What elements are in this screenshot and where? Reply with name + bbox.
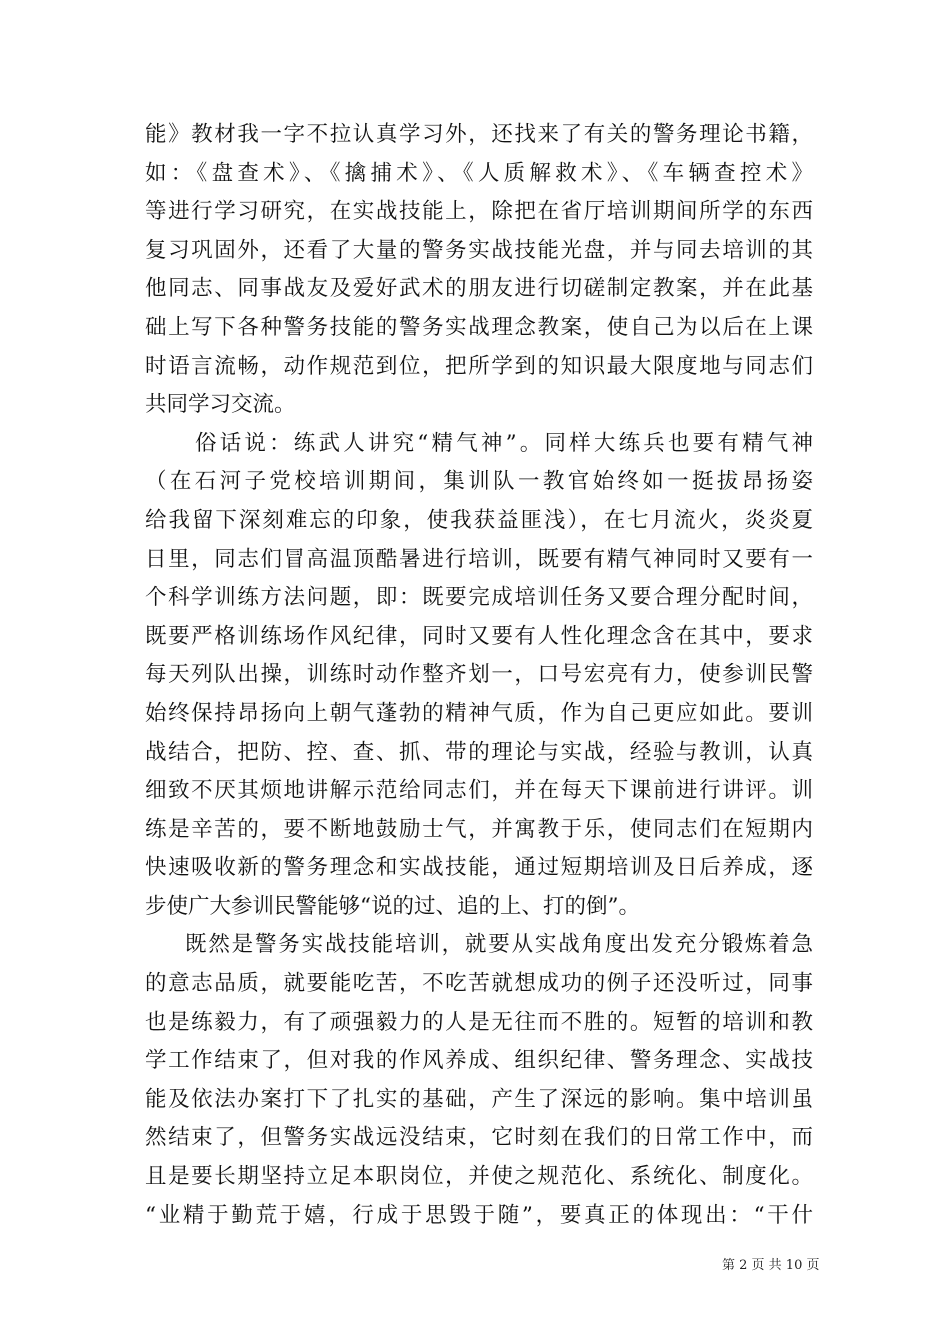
- text-line: 他同志、同事战友及爱好武术的朋友进行切磋制定教案，并在此基: [145, 276, 813, 302]
- text-line: 步使广大参训民警能够“说的过、追的上、打的倒”。: [145, 893, 640, 919]
- text-line: 能及依法办案打下了扎实的基础，产生了深远的影响。集中培训虽: [145, 1086, 813, 1112]
- text-line: 快速吸收新的警务理念和实战技能，通过短期培训及日后养成，逐: [145, 855, 813, 881]
- text-line: 学工作结束了，但对我的作风养成、组织纪律、警务理念、实战技: [145, 1048, 813, 1074]
- text-line: 等进行学习研究，在实战技能上，除把在省厅培训期间所学的东西: [145, 199, 813, 225]
- text-line: 日里，同志们冒高温顶酷暑进行培训，既要有精气神同时又要有一: [145, 546, 813, 572]
- text-line: 每天列队出操，训练时动作整齐划一，口号宏亮有力，使参训民警: [145, 662, 813, 688]
- text-line: 础上写下各种警务技能的警务实战理念教案，使自己为以后在上课: [145, 314, 813, 340]
- text-line: 时语言流畅，动作规范到位，把所学到的知识最大限度地与同志们: [145, 353, 813, 379]
- text-line: 既要严格训练场作风纪律，同时又要有人性化理念含在其中，要求: [145, 623, 813, 649]
- text-line: “业精于勤荒于嬉，行成于思毁于随”，要真正的体现出：“干什: [145, 1202, 813, 1228]
- paragraph-start-line: 既然是警务实战技能培训，就要从实战角度出发充分锻炼着急: [185, 932, 813, 958]
- text-line: 如：《盘查术》、《擒捕术》、《人质解救术》、《车辆查控术》: [145, 160, 813, 186]
- text-line: 战结合，把防、控、查、抓、带的理论与实战，经验与教训，认真: [145, 739, 813, 765]
- text-line: 练是辛苦的，要不断地鼓励士气，并寓教于乐，使同志们在短期内: [145, 816, 813, 842]
- page-number: 第 2 页 共 10 页: [722, 1258, 820, 1273]
- text-line: 然结束了，但警务实战远没结束，它时刻在我们的日常工作中，而: [145, 1125, 813, 1151]
- text-line: 个科学训练方法问题，即：既要完成培训任务又要合理分配时间，: [145, 585, 813, 611]
- paragraph-start-line: 俗话说：练武人讲究“精气神”。同样大练兵也要有精气神: [195, 430, 813, 456]
- text-line: 始终保持昂扬向上朝气蓬勃的精神气质，作为自己更应如此。要训: [145, 700, 813, 726]
- text-line: 复习巩固外，还看了大量的警务实战技能光盘，并与同去培训的其: [145, 237, 813, 263]
- text-line: 能》教材我一字不拉认真学习外，还找来了有关的警务理论书籍，: [145, 122, 813, 147]
- text-line: 细致不厌其烦地讲解示范给同志们，并在每天下课前进行讲评。训: [145, 778, 813, 804]
- text-line: 也是练毅力，有了顽强毅力的人是无往而不胜的。短暂的培训和教: [145, 1009, 813, 1035]
- text-line: 的意志品质，就要能吃苦，不吃苦就想成功的例子还没听过，同事: [145, 971, 813, 997]
- text-line: 共同学习交流。: [145, 392, 296, 418]
- text-line: （在石河子党校培训期间，集训队一教官始终如一挺拔昂扬姿: [145, 469, 813, 495]
- body-text: [145, 116, 813, 1235]
- text-line: 且是要长期坚持立足本职岗位，并使之规范化、系统化、制度化。: [145, 1164, 813, 1190]
- text-line: 给我留下深刻难忘的印象，使我获益匪浅），在七月流火，炎炎夏: [145, 507, 813, 533]
